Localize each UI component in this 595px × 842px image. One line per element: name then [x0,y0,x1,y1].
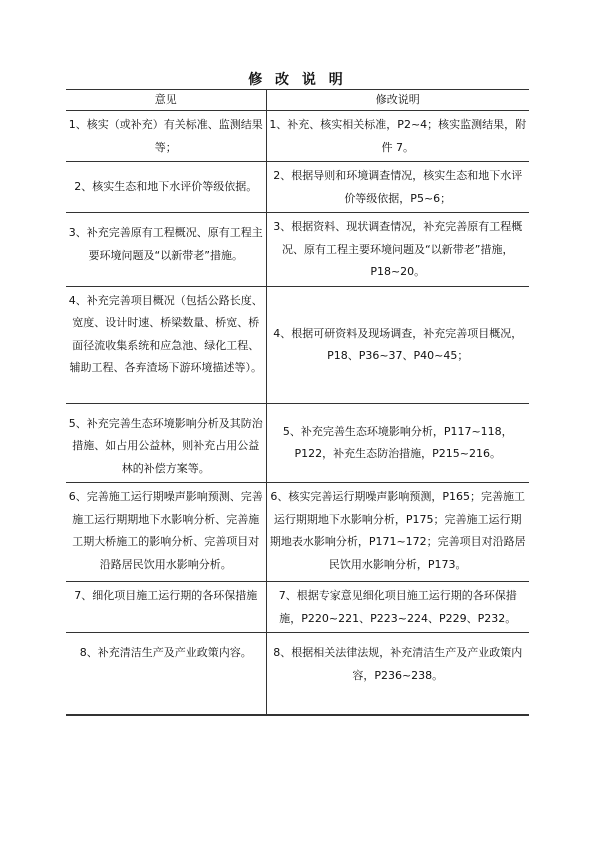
header-opinion: 意见 [66,90,266,111]
opinion-cell: 2、核实生态和地下水评价等级依据。 [66,162,266,213]
table-header-row [66,90,529,111]
table-row [66,111,529,162]
revision-cell: 8、根据相关法律法规，补充清洁生产及产业政策内容，P236~238。 [266,633,529,715]
revision-cell: 4、根据可研资料及现场调查，补充完善项目概况，P18、P36~37、P40~45； [266,286,529,403]
opinion-cell: 6、完善施工运行期噪声影响预测、完善施工运行期期地下水影响分析、完善施工期大桥施工的影响分析、完善项目对沿路居民饮用水影响分析。 [66,483,266,582]
table-row [66,483,529,582]
opinion-cell: 8、补充清洁生产及产业政策内容。 [66,633,266,715]
revision-cell: 5、补充完善生态环境影响分析，P117~118，P122，补充生态防治措施，P215~216。 [266,403,529,483]
table-row [66,162,529,213]
revision-cell: 2、根据导则和环境调查情况，核实生态和地下水评价等级依据，P5~6； [266,162,529,213]
header-revision: 修改说明 [266,90,529,111]
opinion-cell: 4、补充完善项目概况（包括公路长度、宽度、设计时速、桥梁数量、桥宽、桥面径流收集系统和应急池、绿化工程、辅助工程、各弃渣场下游环境描述等）。 [66,286,266,403]
opinion-cell: 3、补充完善原有工程概况、原有工程主要环境问题及“以新带老”措施。 [66,213,266,287]
table-row [66,582,529,633]
opinion-cell: 5、补充完善生态环境影响分析及其防治措施、如占用公益林，则补充占用公益林的补偿方案等。 [66,403,266,483]
revision-cell: 3、根据资料、现状调查情况，补充完善原有工程概况、原有工程主要环境问题及“以新带老”措施，P18~20。 [266,213,529,287]
table-row [66,286,529,403]
opinion-cell: 7、细化项目施工运行期的各环保措施 [66,582,266,633]
table-row [66,213,529,287]
table-row [66,403,529,483]
revision-cell: 1、补充、核实相关标准，P2~4；核实监测结果，附件 7。 [266,111,529,162]
page-title: 修 改 说 明 [248,72,347,88]
revision-cell: 6、核实完善运行期噪声影响预测，P165；完善施工运行期期地下水影响分析，P175；完善施工运行期期地表水影响分析，P171~172；完善项目对沿路居民饮用水影响分析，P173。 [266,483,529,582]
table-row [66,633,529,715]
revision-table [66,89,529,716]
revision-cell: 7、根据专家意见细化项目施工运行期的各环保措施，P220~221、P223~224、P229、P232。 [266,582,529,633]
opinion-cell: 1、核实（或补充）有关标准、监测结果等； [66,111,266,162]
